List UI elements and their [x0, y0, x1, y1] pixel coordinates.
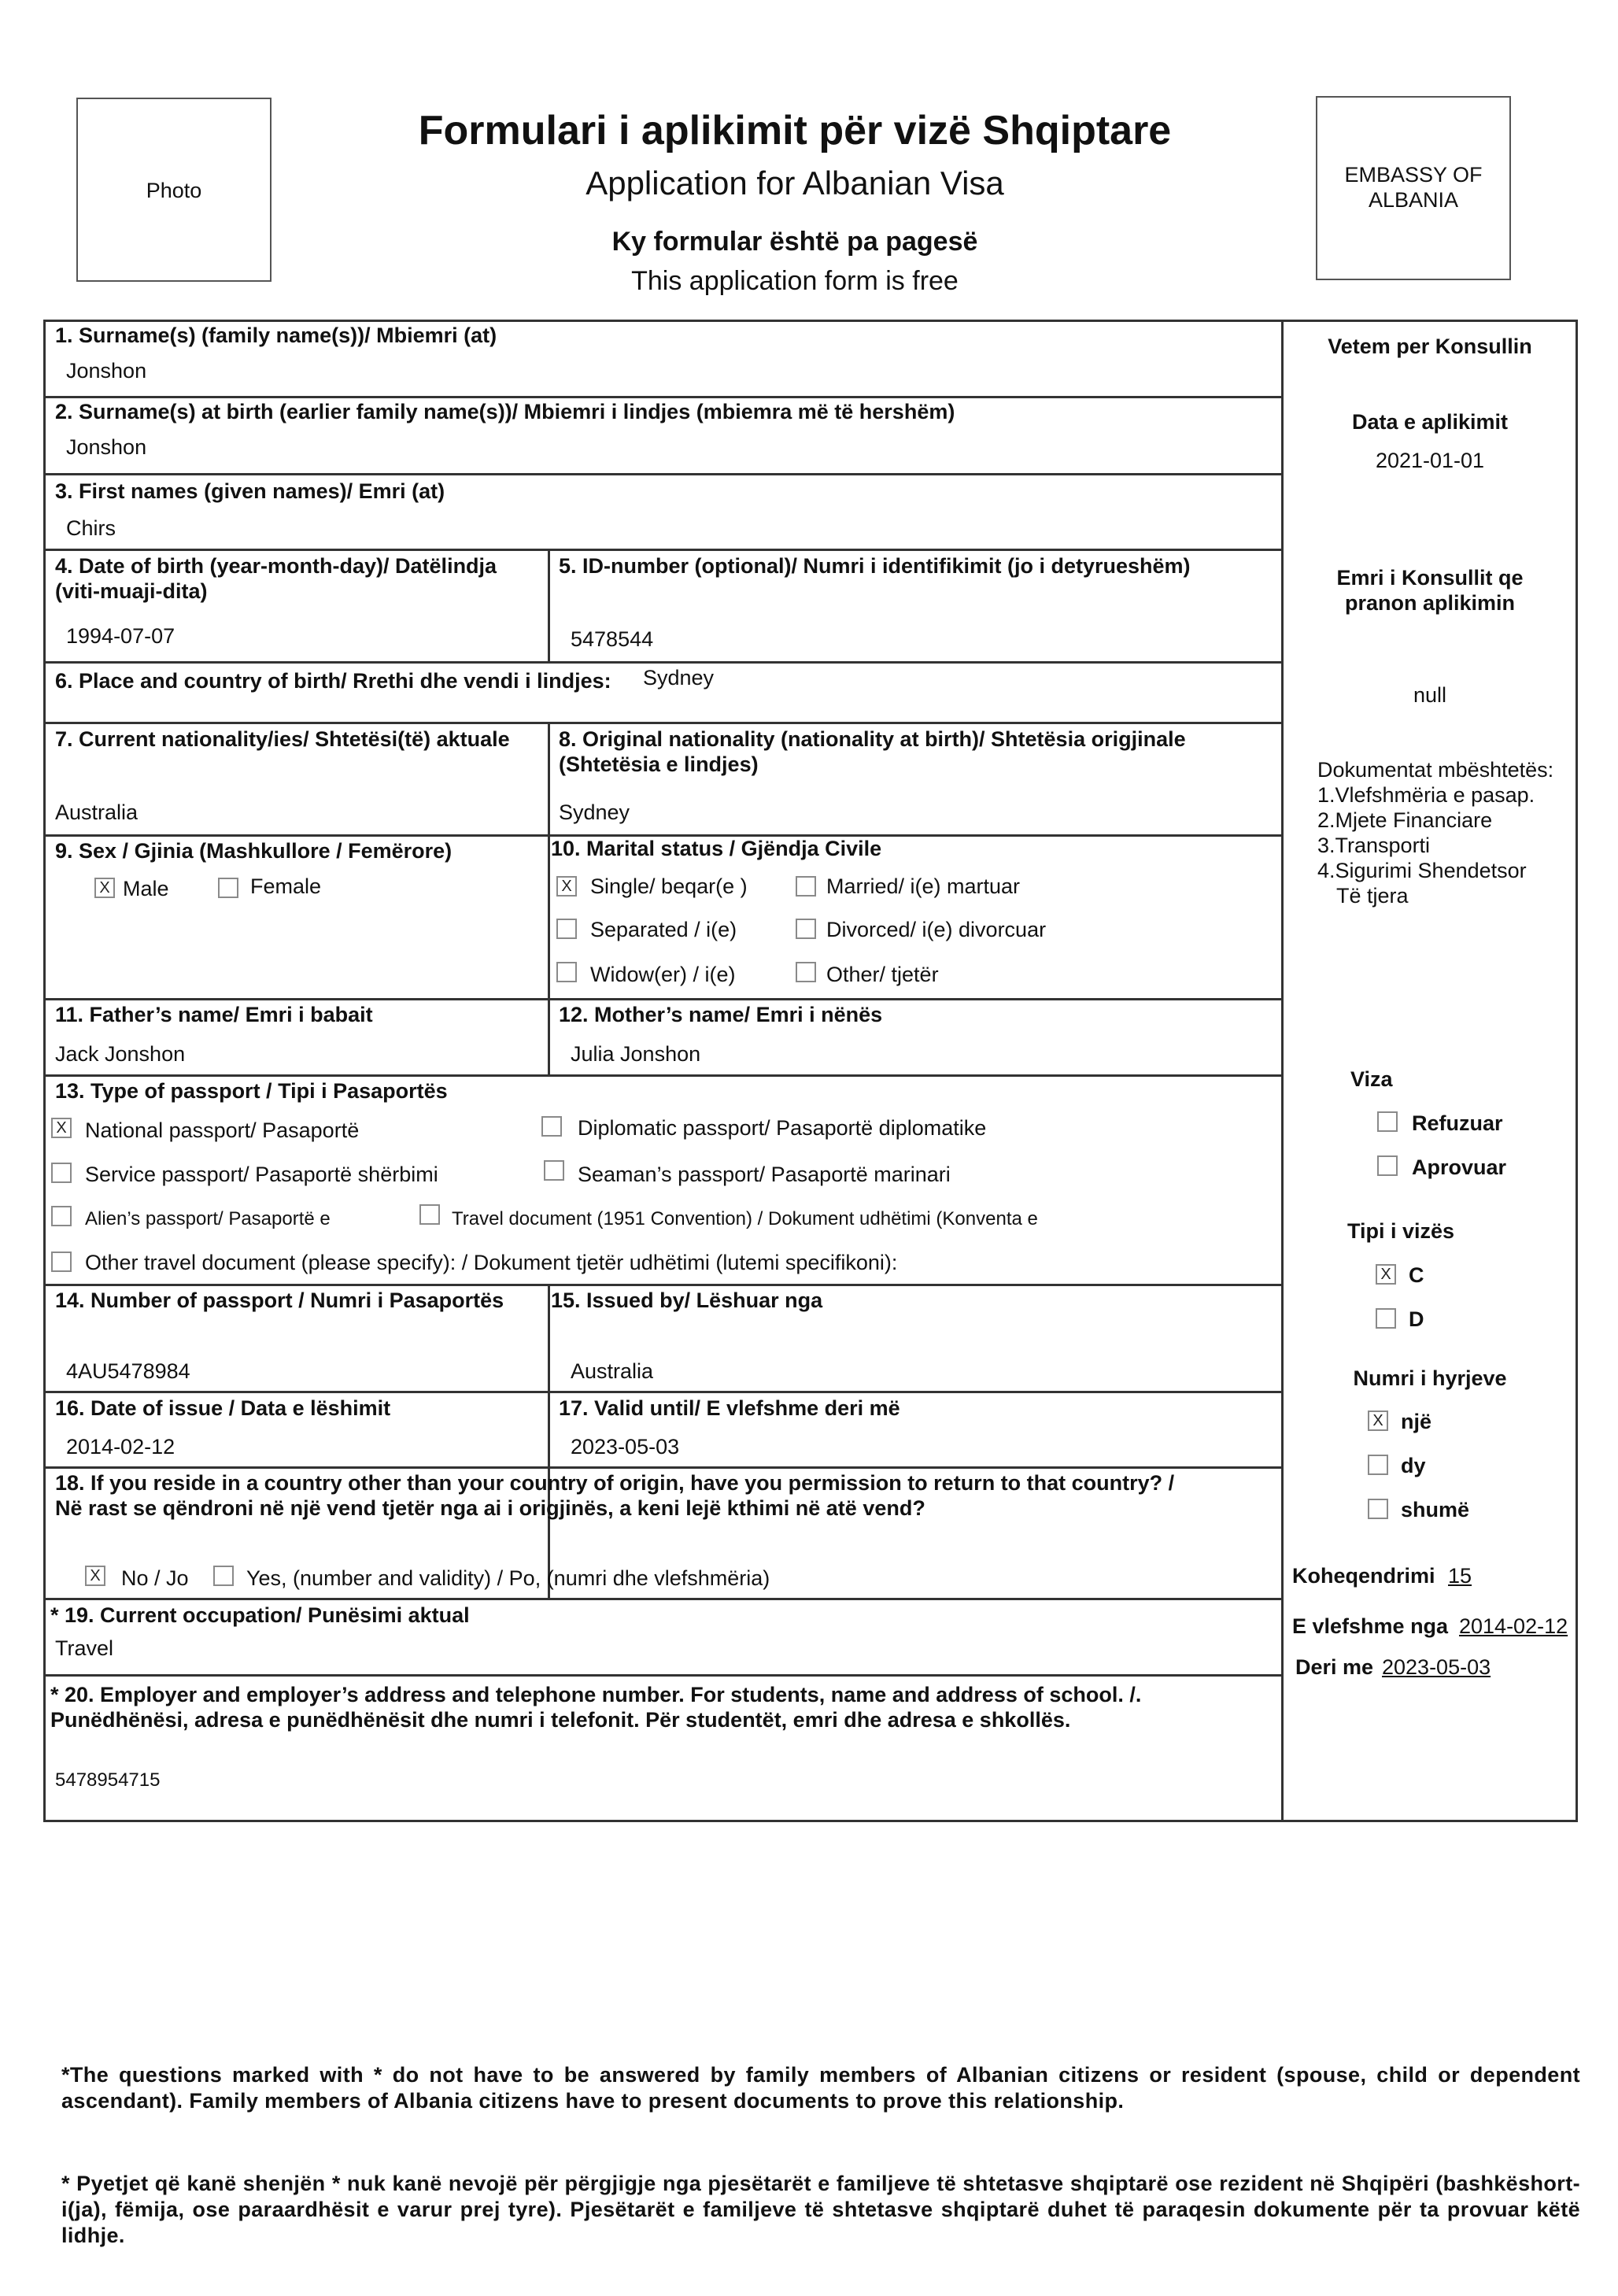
field-19-occupation[interactable]: Travel — [55, 1636, 114, 1660]
application-date-label: Data e aplikimit — [1351, 410, 1509, 434]
field-9-label: 9. Sex / Gjinia (Mashkullore / Femërore) — [55, 839, 453, 863]
field-7-label: 7. Current nationality/ies/ Shtetësi(të) aktuale — [55, 727, 510, 751]
field-12-mother-name[interactable]: Julia Jonshon — [571, 1042, 701, 1066]
field-4-label-line1: 4. Date of birth (year-month-day)/ Datëlindja — [55, 554, 497, 578]
form-subtitle: Application for Albanian Visa — [586, 165, 1004, 202]
other-travel-document-checkbox[interactable] — [51, 1252, 72, 1272]
field-17-valid-until[interactable]: 2023-05-03 — [571, 1435, 680, 1459]
visa-approved-checkbox[interactable] — [1377, 1155, 1398, 1176]
visa-refused-checkbox[interactable] — [1377, 1111, 1398, 1132]
visa-approved-label: Aprovuar — [1412, 1155, 1507, 1179]
stay-duration-label: Koheqendrimi — [1292, 1564, 1435, 1588]
consul-name-label-line2: pranon aplikimin — [1344, 591, 1516, 615]
entries-multiple-label: shumë — [1401, 1498, 1470, 1521]
passport-national-label: National passport/ Pasaportë — [85, 1118, 360, 1142]
field-8-label-line2: (Shtetësia e lindjes) — [559, 752, 759, 776]
marital-separated-label: Separated / i(e) — [590, 918, 737, 941]
supporting-doc-1: 1.Vlefshmëria e pasap. — [1317, 783, 1535, 807]
field-20-employer-details[interactable]: 5478954715 — [55, 1769, 161, 1791]
embassy-label: EMBASSY OF ALBANIA — [1344, 163, 1483, 212]
field-15-issued-by[interactable]: Australia — [571, 1359, 654, 1383]
sex-male-checkbox[interactable]: X — [94, 878, 115, 898]
entries-count-label: Numri i hyrjeve — [1353, 1366, 1507, 1390]
valid-to-value: 2023-05-03 — [1382, 1655, 1491, 1679]
field-1-surname[interactable]: Jonshon — [66, 359, 147, 383]
field-19-label: * 19. Current occupation/ Punësimi aktual — [50, 1603, 470, 1627]
entries-double-checkbox[interactable] — [1368, 1455, 1388, 1475]
passport-alien-checkbox[interactable] — [51, 1206, 72, 1226]
field-5-id-number[interactable]: 5478544 — [571, 627, 654, 651]
field-5-label: 5. ID-number (optional)/ Numri i identifikimit (jo i detyrueshëm) — [559, 554, 1191, 578]
marital-single-checkbox[interactable]: X — [556, 876, 577, 897]
consul-name-value: null — [1413, 683, 1447, 707]
field-7-current-nationality[interactable]: Australia — [55, 800, 139, 824]
marital-married-label: Married/ i(e) martuar — [826, 874, 1021, 898]
marital-other-checkbox[interactable] — [796, 962, 816, 982]
supporting-doc-4: 4.Sigurimi Shendetsor — [1317, 859, 1527, 882]
field-12-label: 12. Mother’s name/ Emri i nënës — [559, 1003, 883, 1026]
field-16-label: 16. Date of issue / Data e lëshimit — [55, 1396, 391, 1420]
application-date-value: 2021-01-01 — [1375, 449, 1485, 472]
field-11-father-name[interactable]: Jack Jonshon — [55, 1042, 186, 1066]
passport-seaman-checkbox[interactable] — [544, 1160, 564, 1181]
visa-type-d-label: D — [1409, 1307, 1424, 1331]
free-notice-sq: Ky formular është pa pagesë — [611, 227, 978, 257]
form-title: Formulari i aplikimit për vizë Shqiptare — [418, 108, 1172, 153]
return-permission-yes-label: Yes, (number and validity) / Po, (numri dhe vlefshmëria) — [246, 1566, 770, 1590]
visa-refused-label: Refuzuar — [1412, 1111, 1503, 1135]
entries-multiple-checkbox[interactable] — [1368, 1499, 1388, 1519]
field-18-label-line1: 18. If you reside in a country other than your country of origin, have you permission to return to that country? / — [55, 1471, 1175, 1495]
field-13-label: 13. Type of passport / Tipi i Pasaportës — [55, 1079, 448, 1103]
field-8-original-nationality[interactable]: Sydney — [559, 800, 630, 824]
field-2-label: 2. Surname(s) at birth (earlier family name(s))/ Mbiemri i lindjes (mbiemra më të hershëm) — [55, 400, 955, 423]
marital-widow-label: Widow(er) / i(e) — [590, 963, 736, 986]
field-3-label: 3. First names (given names)/ Emri (at) — [55, 479, 445, 503]
supporting-doc-other: Të tjera — [1336, 884, 1409, 908]
field-4-date-of-birth[interactable]: 1994-07-07 — [66, 624, 175, 648]
other-travel-document-label: Other travel document (please specify): / Dokument tjetër udhëtimi (lutemi specifikoni): — [85, 1251, 898, 1274]
passport-diplomatic-label: Diplomatic passport/ Pasaportë diplomatike — [578, 1116, 987, 1140]
passport-service-label: Service passport/ Pasaportë shërbimi — [85, 1163, 438, 1186]
supporting-docs-title: Dokumentat mbështetës: — [1317, 758, 1554, 782]
marital-widow-checkbox[interactable] — [556, 962, 577, 982]
field-1-label: 1. Surname(s) (family name(s))/ Mbiemri (at) — [55, 324, 497, 347]
field-10-label: 10. Marital status / Gjëndja Civile — [551, 837, 882, 860]
passport-seaman-label: Seaman’s passport/ Pasaportë marinari — [578, 1163, 951, 1186]
visa-type-label: Tipi i vizës — [1347, 1219, 1455, 1243]
supporting-doc-2: 2.Mjete Financiare — [1317, 808, 1493, 832]
return-permission-no-checkbox[interactable]: X — [85, 1566, 105, 1586]
field-18-label-line2: Në rast se qëndroni në një vend tjetër nga ai i origjinës, a keni lejë kthimi në atë vend? — [55, 1496, 925, 1520]
travel-document-label: Travel document (1951 Convention) / Dokument udhëtimi (Konventa e — [452, 1208, 1038, 1229]
footnote-albanian: * Pyetjet që kanë shenjën * nuk kanë nevojë për përgjigje nga pjesëtarët e familjeve të shtetasve shqiptarë ose rezident në Shqipëri (bashkëshort-i(ja), fëmija, ose paraardhësit e varur prej tyre). Pjesëtarët e familjeve të shtetasve shqiptarë duhet të paraqesin dokumente për ta provuar këtë lidhje. — [61, 2172, 1580, 2247]
marital-married-checkbox[interactable] — [796, 876, 816, 897]
passport-diplomatic-checkbox[interactable] — [541, 1116, 562, 1137]
field-16-date-of-issue[interactable]: 2014-02-12 — [66, 1435, 175, 1459]
field-14-passport-number[interactable]: 4AU5478984 — [66, 1359, 190, 1383]
travel-document-checkbox[interactable] — [419, 1204, 440, 1225]
sex-female-checkbox[interactable] — [218, 878, 238, 898]
visa-type-c-checkbox[interactable]: X — [1376, 1264, 1396, 1285]
photo-box — [76, 98, 272, 282]
passport-service-checkbox[interactable] — [51, 1163, 72, 1183]
field-6-place-of-birth[interactable]: Sydney — [643, 666, 715, 690]
sex-male-label: Male — [123, 877, 169, 900]
valid-from-label: E vlefshme nga — [1292, 1614, 1449, 1638]
marital-other-label: Other/ tjetër — [826, 963, 939, 986]
marital-separated-checkbox[interactable] — [556, 919, 577, 939]
visa-type-d-checkbox[interactable] — [1376, 1308, 1396, 1329]
marital-single-label: Single/ beqar(e ) — [590, 874, 748, 898]
consul-name-label-line1: Emri i Konsullit qe — [1336, 566, 1524, 590]
passport-alien-label: Alien’s passport/ Pasaportë e — [85, 1208, 331, 1229]
field-15-label: 15. Issued by/ Lëshuar nga — [551, 1288, 823, 1312]
valid-to-label: Deri me — [1295, 1655, 1374, 1679]
field-6-label: 6. Place and country of birth/ Rrethi dhe vendi i lindjes: — [55, 669, 611, 693]
visa-type-c-label: C — [1409, 1263, 1424, 1287]
marital-divorced-checkbox[interactable] — [796, 919, 816, 939]
sex-female-label: Female — [250, 874, 322, 898]
entries-single-checkbox[interactable]: X — [1368, 1411, 1388, 1431]
field-17-label: 17. Valid until/ E vlefshme deri më — [559, 1396, 900, 1420]
supporting-doc-3: 3.Transporti — [1317, 834, 1431, 857]
field-20-label-line2: Punëdhënësi, adresa e punëdhënësit dhe numri i telefonit. Për studentët, emri dhe adresa e shkollës. — [50, 1708, 1071, 1732]
stay-duration-value: 15 — [1448, 1564, 1472, 1588]
consul-only-title: Vetem per Konsullin — [1328, 335, 1532, 358]
marital-divorced-label: Divorced/ i(e) divorcuar — [826, 918, 1047, 941]
visa-decision-label: Viza — [1350, 1067, 1393, 1091]
field-14-label: 14. Number of passport / Numri i Pasaportës — [55, 1288, 504, 1312]
passport-national-checkbox[interactable]: X — [51, 1118, 72, 1138]
free-notice-en: This application form is free — [631, 266, 959, 296]
field-3-first-names[interactable]: Chirs — [66, 516, 116, 540]
field-2-birth-surname[interactable]: Jonshon — [66, 435, 147, 459]
entries-double-label: dy — [1401, 1454, 1426, 1477]
footnote-english: *The questions marked with * do not have to be answered by family members of Albanian citizens or resident (spouse, child or dependent ascendant). Family members of Albania citizens have to present documents to prove this relationship. — [61, 2063, 1580, 2113]
entries-single-label: një — [1401, 1410, 1432, 1433]
field-11-label: 11. Father’s name/ Emri i babait — [55, 1003, 373, 1026]
field-20-label-line1: * 20. Employer and employer’s address and telephone number. For students, name and address of school. /. — [50, 1683, 1142, 1706]
field-8-label-line1: 8. Original nationality (nationality at birth)/ Shtetësia origjinale — [559, 727, 1186, 751]
return-permission-yes-checkbox[interactable] — [213, 1566, 234, 1586]
photo-label: Photo — [146, 179, 202, 202]
return-permission-no-label: No / Jo — [121, 1566, 189, 1590]
field-4-label-line2: (viti-muaji-dita) — [55, 579, 208, 603]
valid-from-value: 2014-02-12 — [1459, 1614, 1568, 1638]
embassy-box — [1316, 96, 1511, 280]
